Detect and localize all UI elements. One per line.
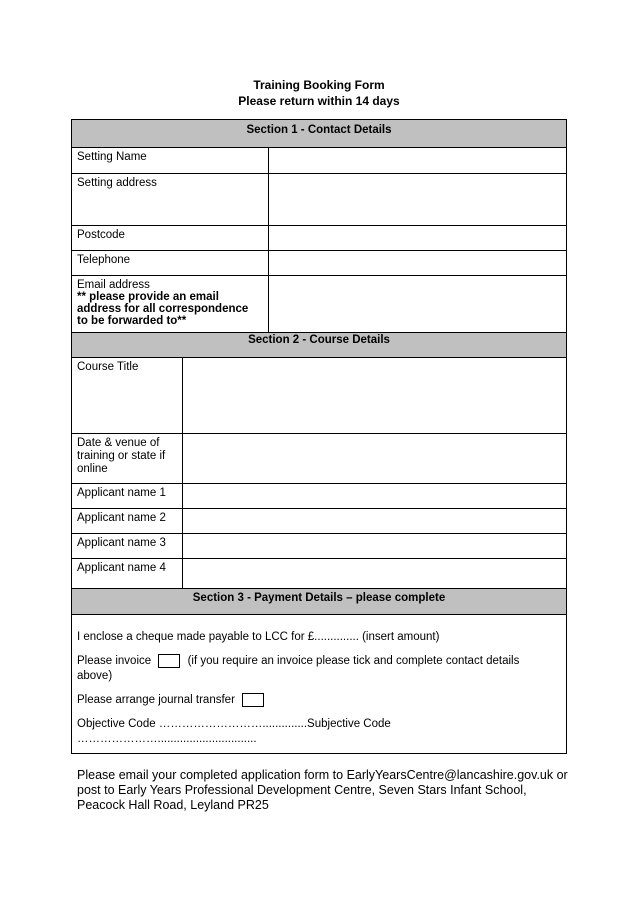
applicant-row (72, 559, 566, 587)
email-label (77, 279, 262, 327)
invoice-label: Please invoice (77, 655, 152, 668)
journal-line (77, 693, 557, 708)
contact-details-table (71, 119, 567, 333)
subjective-code-dots: …………………............................... (77, 733, 257, 745)
setting-address-row (72, 174, 566, 226)
date-venue-row (72, 434, 566, 484)
applicant-1-label: Applicant name 1 (77, 487, 166, 499)
applicant-row (72, 484, 566, 509)
applicant-row (72, 534, 566, 559)
section2-heading: Section 2 - Course Details (72, 332, 566, 358)
invoice-note: (if you require an invoice please tick and complete contact details above) (77, 655, 520, 683)
invoice-line (77, 654, 557, 684)
date-venue-label: Date & venue of training or state if online (77, 437, 166, 475)
setting-name-row (72, 148, 566, 174)
course-title-row (72, 358, 566, 434)
setting-name-label: Setting Name (77, 151, 147, 163)
applicant-2-label: Applicant name 2 (77, 512, 166, 524)
telephone-row (72, 251, 566, 276)
objective-code-label: Objective Code ………………………..............Subjective Code (77, 718, 391, 730)
payment-details-table (71, 588, 567, 754)
postcode-label: Postcode (77, 229, 125, 241)
email-note: ** please provide an email address for all correspondence to be forwarded to** (77, 291, 249, 327)
code-line (77, 717, 557, 747)
footer-instructions: Please email your completed application form to EarlyYearsCentre@lancashire.gov.uk or post to Early Years Professional Development Centre, Seven Stars Infant School, Peacock Hall Road, Leyland PR25 (77, 768, 568, 812)
postcode-row (72, 226, 566, 251)
course-title-label: Course Title (77, 361, 139, 373)
cheque-line: I enclose a cheque made payable to LCC for £.............. (insert amount) (77, 631, 440, 643)
setting-address-label: Setting address (77, 177, 157, 189)
form-title: Training Booking Form (253, 78, 385, 92)
email-label-text: Email address (77, 279, 150, 291)
form-subtitle: Please return within 14 days (238, 94, 400, 108)
section3-heading: Section 3 - Payment Details – please complete (72, 589, 566, 615)
applicant-4-label: Applicant name 4 (77, 562, 166, 574)
email-row (72, 276, 566, 332)
section1-heading: Section 1 - Contact Details (72, 120, 566, 148)
applicant-row (72, 509, 566, 534)
course-details-table (71, 332, 567, 589)
journal-checkbox[interactable] (242, 693, 264, 707)
applicant-3-label: Applicant name 3 (77, 537, 166, 549)
invoice-checkbox[interactable] (158, 654, 180, 668)
journal-label: Please arrange journal transfer (77, 694, 235, 707)
telephone-label: Telephone (77, 254, 131, 266)
